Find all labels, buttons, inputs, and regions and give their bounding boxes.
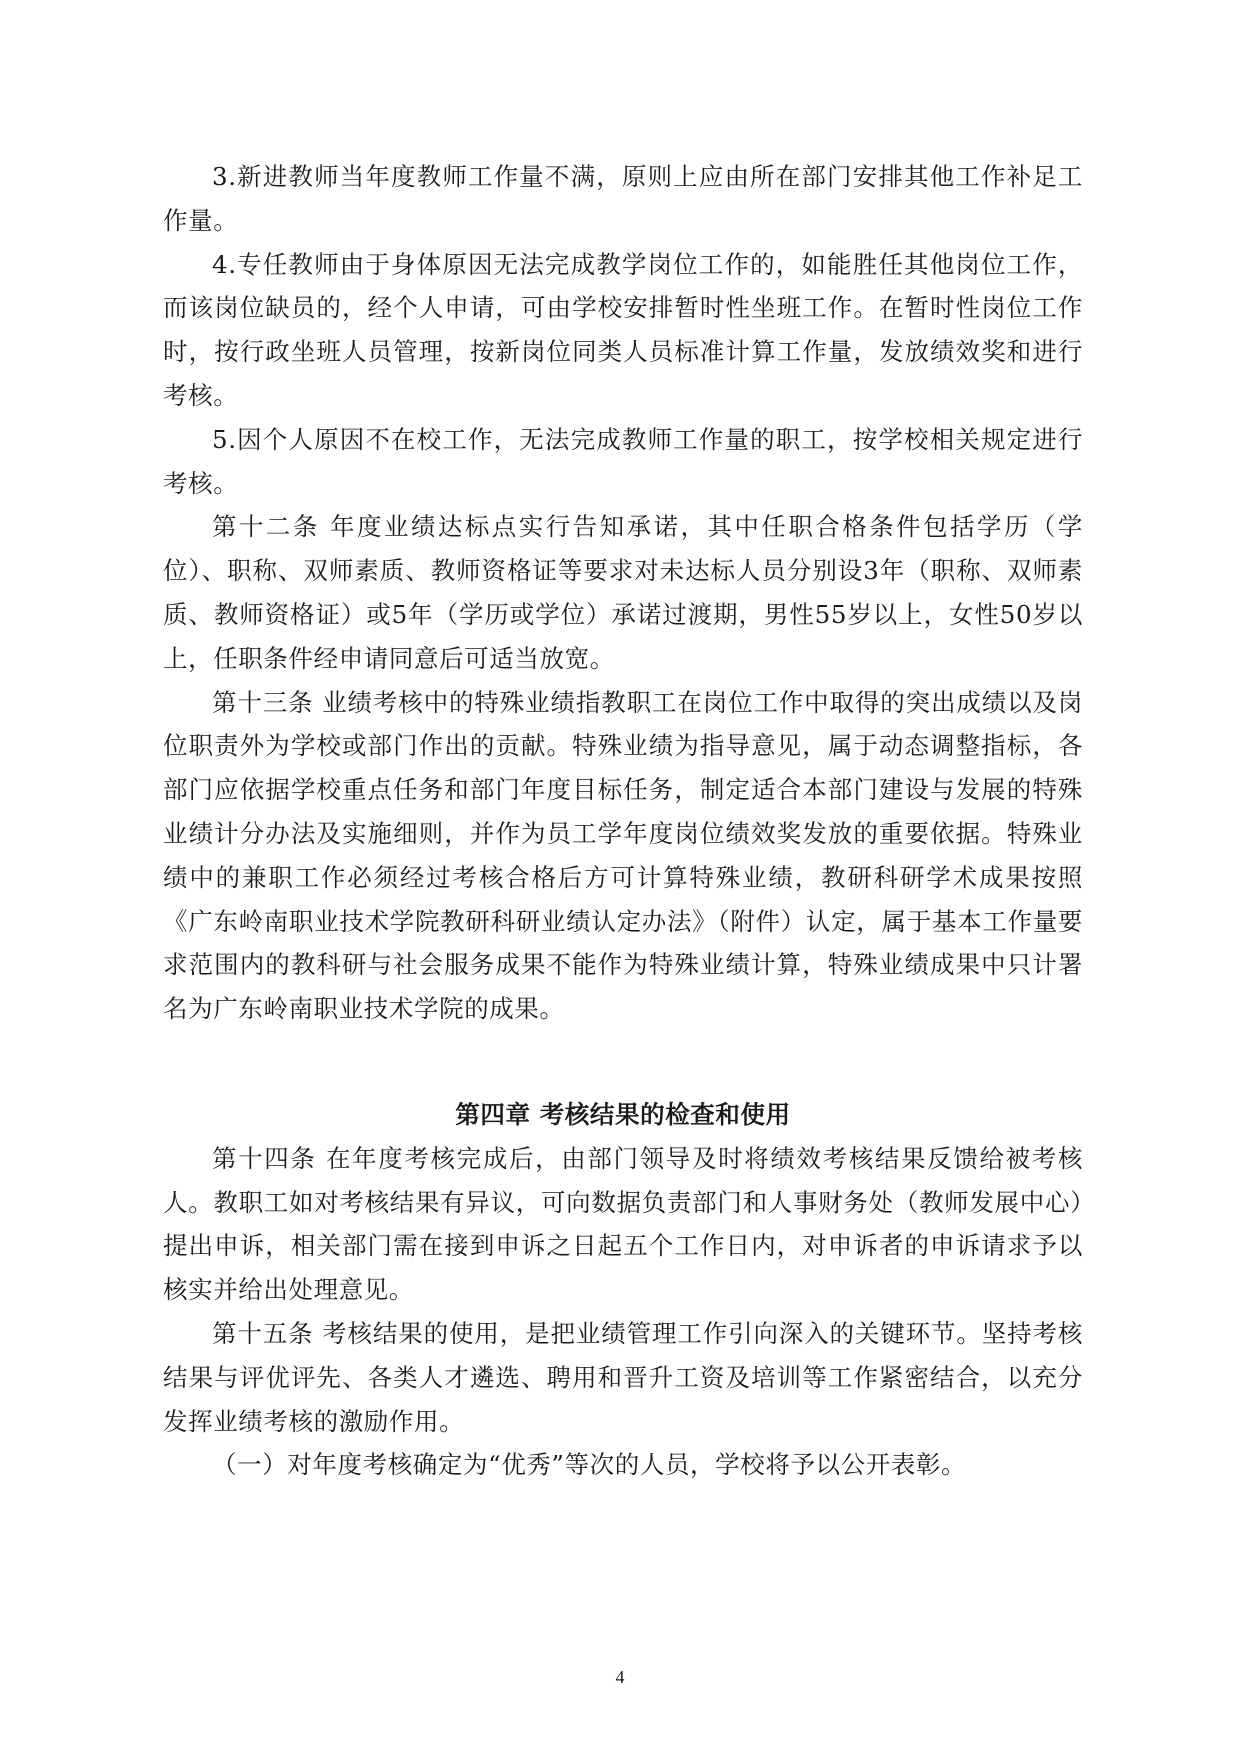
paragraph-item-5: 5.因个人原因不在校工作，无法完成教师工作量的职工，按学校相关规定进行考核。 [163, 424, 1083, 498]
paragraph-article-13: 第十三条 业绩考核中的特殊业绩指教职工在岗位工作中取得的突出成绩以及岗位职责外为学校或部门作出的贡献。特殊业绩为指导意见，属于动态调整指标，各部门应依据学校重点任务和部门年度目标任务，制定适合本部门建设与发展的特殊业绩计分办法及实施细则，并作为员工学年度岗位绩效奖发放的重要依据。特殊业绩中的兼职工作必须经过考核合格后方可计算特殊业绩，教研科研学术成果按照《广东岭南职业技术学院教研科研业绩认定办法》（附件）认定，属于基本工作量要求范围内的教科研与社会服务成果不能作为特殊业绩计算，特殊业绩成果中只计署名为广东岭南职业技术学院的成果。 [163, 687, 1083, 1024]
paragraph-article-14: 第十四条 在年度考核完成后，由部门领导及时将绩效考核结果反馈给被考核人。教职工如对考核结果有异议，可向数据负责部门和人事财务处（教师发展中心）提出申诉，相关部门需在接到申诉之日起五个工作日内，对申诉者的申诉请求予以核实并给出处理意见。 [163, 1143, 1083, 1305]
page-number: 4 [615, 1667, 625, 1687]
paragraph-article-12: 第十二条 年度业绩达标点实行告知承诺，其中任职合格条件包括学历（学位）、职称、双师素质、教师资格证等要求对未达标人员分别设3年（职称、双师素质、教师资格证）或5年（学历或学位）承诺过渡期，男性55岁以上，女性50岁以上，任职条件经申请同意后可适当放宽。 [163, 512, 1083, 673]
document-body [163, 155, 1083, 1487]
paragraph-item-3: 3.新进教师当年度教师工作量不满，原则上应由所在部门安排其他工作补足工作量。 [163, 162, 1083, 235]
paragraph-item-4: 4.专任教师由于身体原因无法完成教学岗位工作的，如能胜任其他岗位工作，而该岗位缺员的，经个人申请，可由学校安排暂时性坐班工作。在暂时性岗位工作时，按行政坐班人员管理，按新岗位同类人员标准计算工作量，发放绩效奖和进行考核。 [163, 249, 1083, 410]
paragraph-article-15: 第十五条 考核结果的使用，是把业绩管理工作引向深入的关键环节。坚持考核结果与评优评先、各类人才遴选、聘用和晋升工资及培训等工作紧密结合，以充分发挥业绩考核的激励作用。 [163, 1318, 1083, 1436]
chapter-title: 第四章 考核结果的检查和使用 [455, 1099, 791, 1129]
paragraph-clause-1: （一）对年度考核确定为“优秀”等次的人员，学校将予以公开表彰。 [212, 1450, 967, 1480]
